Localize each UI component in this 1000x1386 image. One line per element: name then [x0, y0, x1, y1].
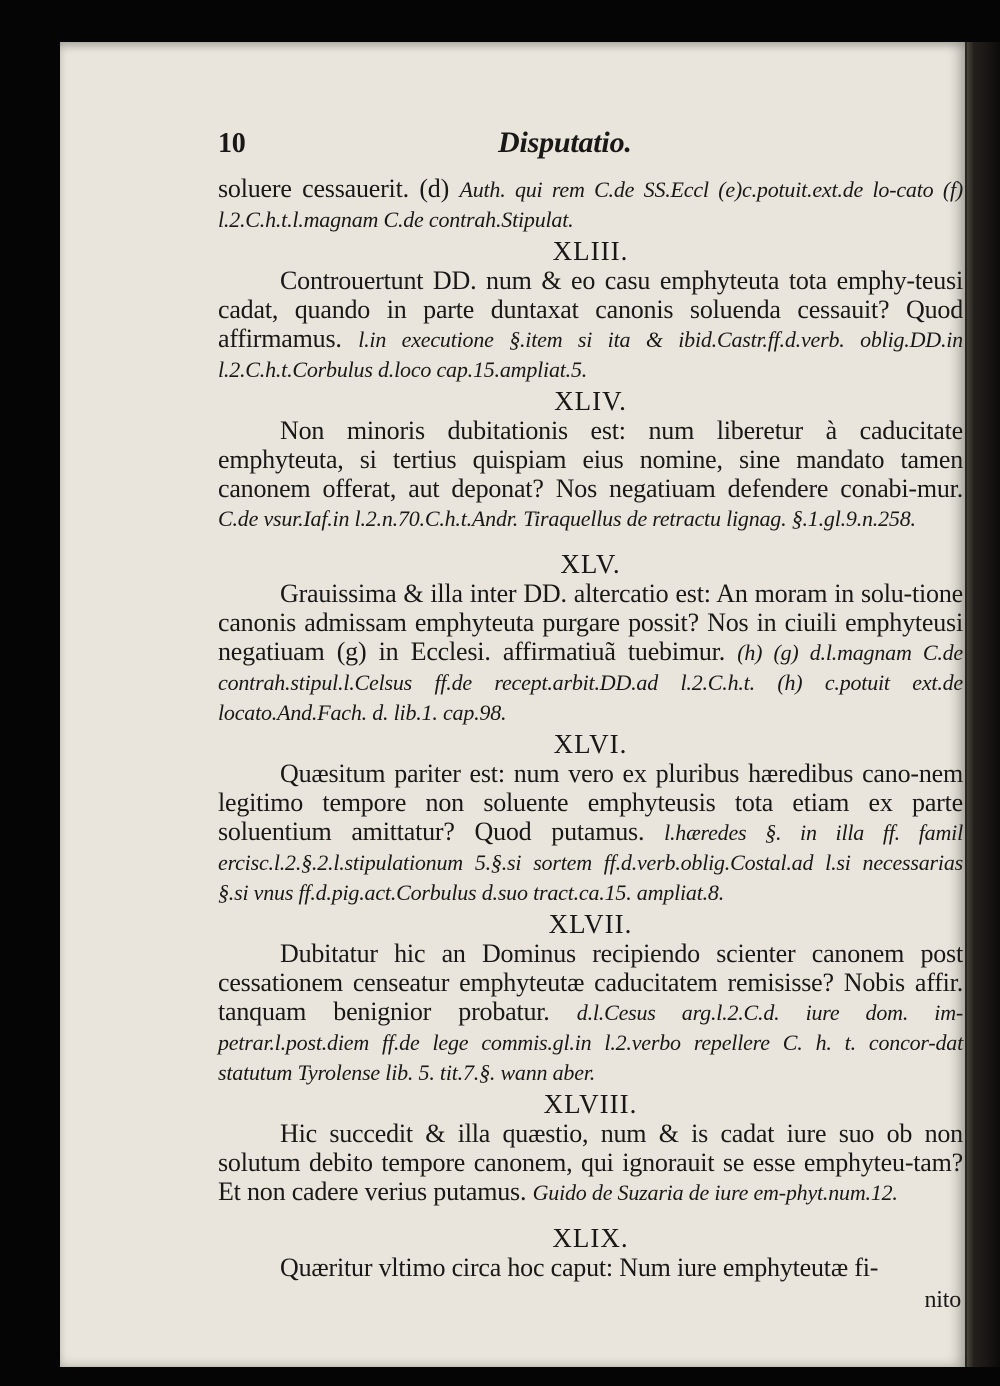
legal-citation: (h) (g) d.l.magnam C.de contrah.stipul.l.Celsus ff.de recept.arbit.DD.ad l.2.C.h.t. (h) c.potuit ext.de locato.And.Fach. d. lib.1. cap.98.: [218, 640, 963, 725]
paragraph: [218, 416, 963, 533]
paragraph-text: Dubitatur hic an Dominus recipiendo scienter canonem post cessationem censeatur emphyteutæ caducitatem remisisse? Nobis affir. tanquam benignior probatur.: [218, 939, 963, 1026]
paragraph: [218, 759, 963, 907]
legal-citation: Guido de Suzaria de iure em-phyt.num.12.: [532, 1180, 898, 1205]
legal-citation: l.in executione §.item si ita & ibid.Castr.ff.d.verb. oblig.DD.in l.2.C.h.t.Corbulus d.loco cap.15.ampliat.5.: [218, 327, 963, 382]
paragraph: [218, 1119, 963, 1207]
paragraph-text: Non minoris dubitationis est: num liberetur à caducitate emphyteuta, si tertius quispiam eius nomine, sine mandato tamen canonem offerat, aut deponat? Nos negatiuam defendere conabi-mur.: [218, 416, 963, 503]
legal-citation: d.l.Cesus arg.l.2.C.d. iure dom. im-petrar.l.post.diem ff.de lege commis.gl.in l.2.verbo repellere C. h. t. concor-dat statutum Tyrolense lib. 5. tit.7.§. wann aber.: [218, 1000, 964, 1085]
page-number: 10: [218, 128, 246, 159]
paragraph: [218, 579, 963, 727]
paragraph: [218, 174, 963, 234]
legal-citation: l.hæredes §. in illa ff. famil ercisc.l.2.§.2.l.stipulationum 5.§.si sortem ff.d.verb.oblig.Costal.ad l.si necessarias §.si vnus ff.d.pig.act.Corbulus d.suo tract.ca.15. ampliat.8.: [218, 820, 963, 905]
section-heading: XLVII.: [548, 909, 633, 939]
paragraph: [218, 266, 963, 384]
paragraph-text: Controuertunt DD. num & eo casu emphyteuta tota emphy-teusi cadat, quando in parte duntaxat canonis soluenda cessauit? Quod affirmamus.: [218, 266, 963, 353]
page-text-block: [218, 128, 963, 1315]
paragraph-text: Quæritur vltimo circa hoc caput: Num iure emphyteutæ fi-: [280, 1253, 879, 1282]
section-heading: XLVI.: [553, 729, 628, 759]
paragraph-text: Quæsitum pariter est: num vero ex pluribus hæredibus cano-nem legitimo tempore non soluente emphyteusis tota etiam ex parte soluentium amittatur? Quod putamus.: [218, 759, 963, 846]
catchword: nito: [924, 1287, 961, 1313]
paragraph-text: Grauissima & illa inter DD. altercatio est: An moram in solu-tione canonis admissam emphyteuta purgare possit? Nos in ciuili emphyteusi negatiuam (g) in Ecclesi. affirmatiuã tuebimur.: [218, 579, 963, 666]
section-heading: XLVIII.: [543, 1089, 638, 1119]
legal-citation: Auth. qui rem C.de SS.Eccl (e)c.potuit.ext.de lo-cato (f) l.2.C.h.t.l.magnam C.de contrah.Stipulat.: [218, 177, 963, 232]
book-spine: [965, 42, 1000, 1367]
section-heading: XLIII.: [552, 236, 629, 266]
paragraph-text: Hic succedit & illa quæstio, num & is cadat iure suo ob non solutum debito tempore canonem, qui ignorauit se esse emphyteu-tam? Et non cadere verius putamus.: [218, 1119, 963, 1206]
book-page: [60, 42, 965, 1367]
section-heading: XLIV.: [554, 386, 627, 416]
paragraph: [218, 1253, 963, 1282]
paragraph-text: soluere cessauerit. (d): [218, 174, 450, 203]
paragraph: [218, 939, 963, 1087]
section-heading: XLV.: [560, 549, 621, 579]
legal-citation: C.de vsur.Iaf.in l.2.n.70.C.h.t.Andr. Tiraquellus de retractu lignag. §.1.gl.9.n.258.: [218, 506, 916, 531]
running-title: Disputatio.: [498, 126, 632, 159]
running-head: [218, 128, 963, 174]
section-heading: XLIX.: [552, 1223, 629, 1253]
body-content: [218, 174, 963, 1282]
